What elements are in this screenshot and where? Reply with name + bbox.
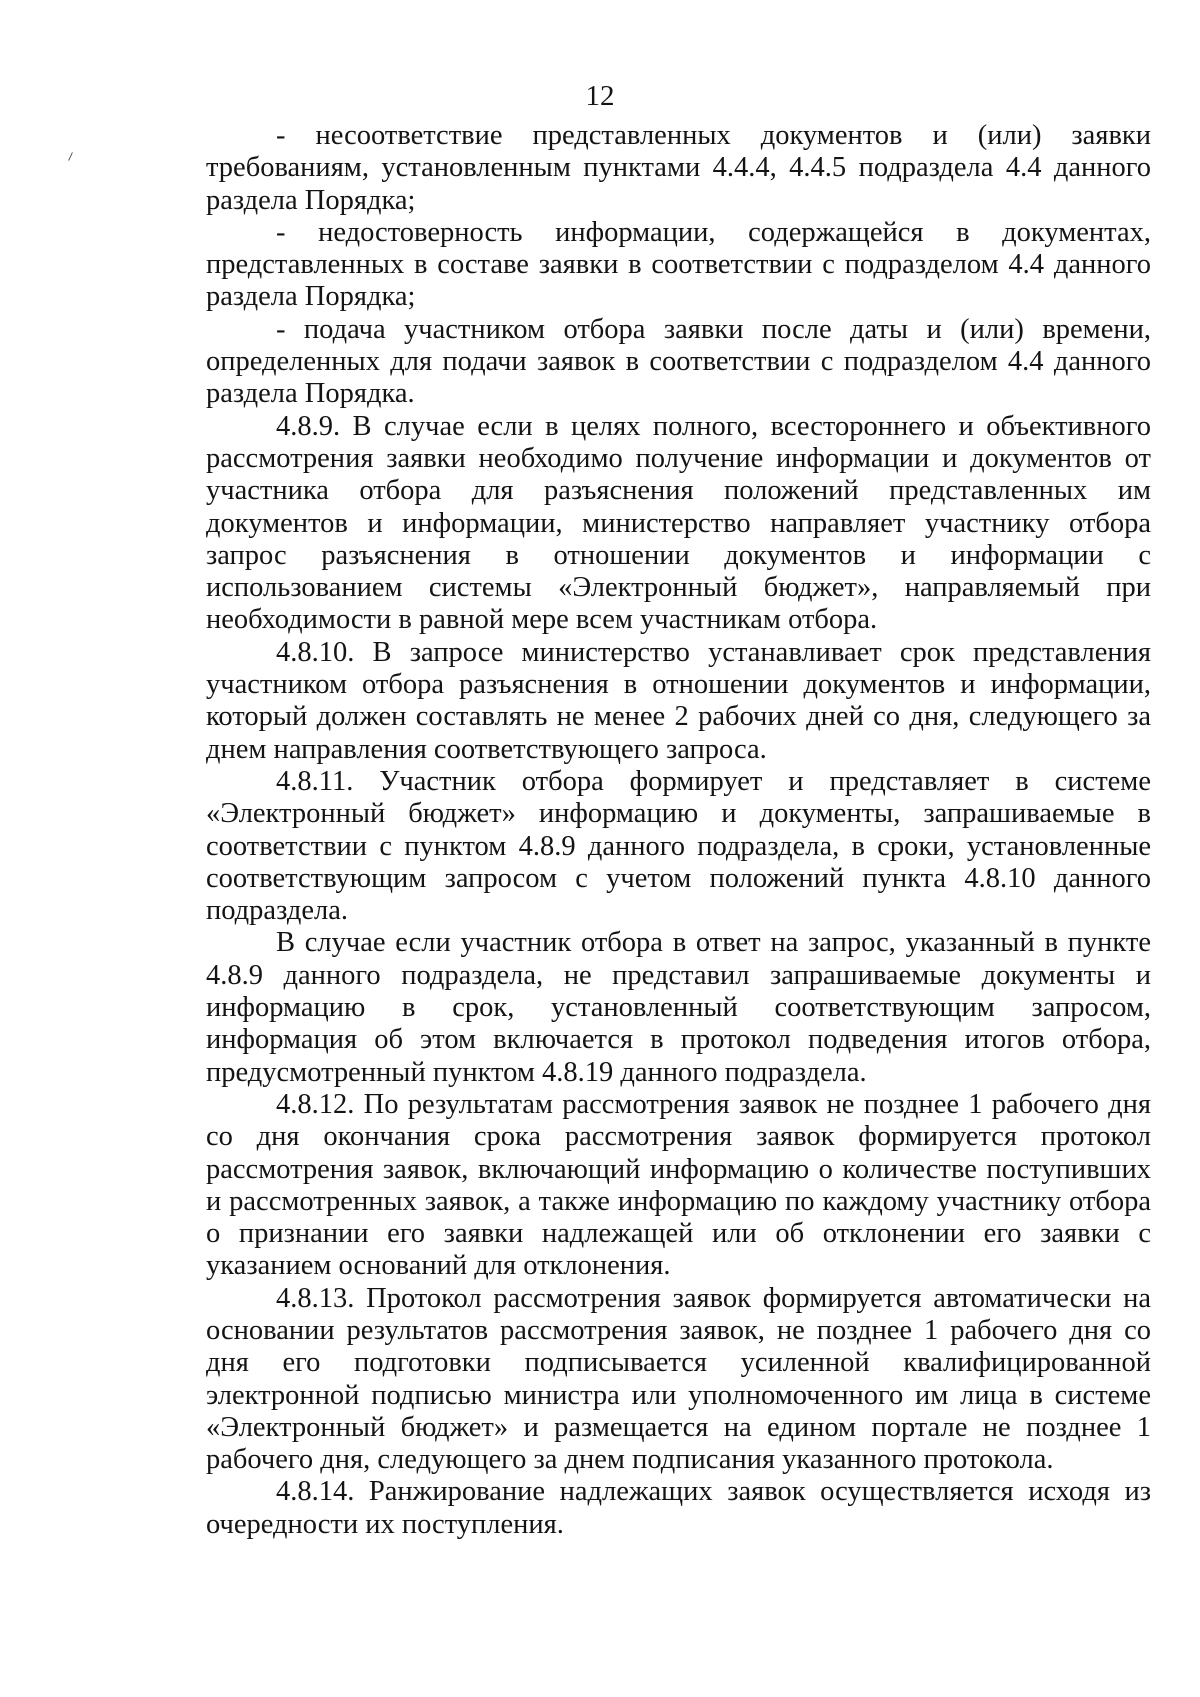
paragraph-4-8-12: 4.8.12. По результатам рассмотрения заявок не позднее 1 рабочего дня со дня окончания срока рассмотрения заявок формируется протокол рассмотрения заявок, включающий информацию о количестве поступивших и рассмотренных заявок, а также информацию по каждому участнику отбора о признании его заявки надлежащей или об отклонении его заявки с указанием оснований для отклонения. [206, 1088, 1151, 1282]
paragraph-criterion-2: - недостоверность информации, содержащейся в документах, представленных в составе заявки в соответствии с подразделом 4.4 данного раздела Порядка; [206, 216, 1151, 313]
paragraph-criterion-1: - несоответствие представленных документов и (или) заявки требованиям, установленным пунктами 4.4.4, 4.4.5 подраздела 4.4 данного раздела Порядка; [206, 120, 1151, 216]
paragraph-4-8-14: 4.8.14. Ранжирование надлежащих заявок осуществляется исходя из очередности их поступления. [206, 1476, 1151, 1540]
document-body [206, 120, 1151, 1541]
paragraph-4-8-11: 4.8.11. Участник отбора формирует и представляет в системе «Электронный бюджет» информацию и документы, запрашиваемые в соответствии с пунктом 4.8.9 данного подраздела, в сроки, установленные соответствующим запросом с учетом положений пункта 4.8.10 данного подраздела. [206, 765, 1151, 927]
paragraph-4-8-9: 4.8.9. В случае если в целях полного, всестороннего и объективного рассмотрения заявки необходимо получение информации и документов от участника отбора для разъяснения положений представленных им документов и информации, министерство направляет участнику отбора запрос разъяснения в отношении документов и информации с использованием системы «Электронный бюджет», направляемый при необходимости в равной мере всем участникам отбора. [206, 410, 1151, 636]
paragraph-4-8-10: 4.8.10. В запросе министерство устанавливает срок представления участником отбора разъяснения в отношении документов и информации, который должен составлять не менее 2 рабочих дней со дня, следующего за днем направления соответствующего запроса. [206, 636, 1151, 765]
paragraph-4-8-13: 4.8.13. Протокол рассмотрения заявок формируется автоматически на основании результатов рассмотрения заявок, не позднее 1 рабочего дня со дня его подготовки подписывается усиленной квалифицированной электронной подписью министра или уполномоченного им лица в системе «Электронный бюджет» и размещается на едином портале не позднее 1 рабочего дня, следующего за днем подписания указанного протокола. [206, 1282, 1151, 1476]
paragraph-criterion-3: - подача участником отбора заявки после даты и (или) времени, определенных для подачи заявок в соответствии с подразделом 4.4 данного раздела Порядка. [206, 313, 1151, 410]
paragraph-4-8-11-continued: В случае если участник отбора в ответ на запрос, указанный в пункте 4.8.9 данного подраздела, не представил запрашиваемые документы и информацию в срок, установленный соответствующим запросом, информация об этом включается в протокол подведения итогов отбора, предусмотренный пунктом 4.8.19 данного подраздела. [206, 927, 1151, 1088]
scan-mark [68, 152, 73, 161]
page-number: 12 [585, 80, 615, 112]
